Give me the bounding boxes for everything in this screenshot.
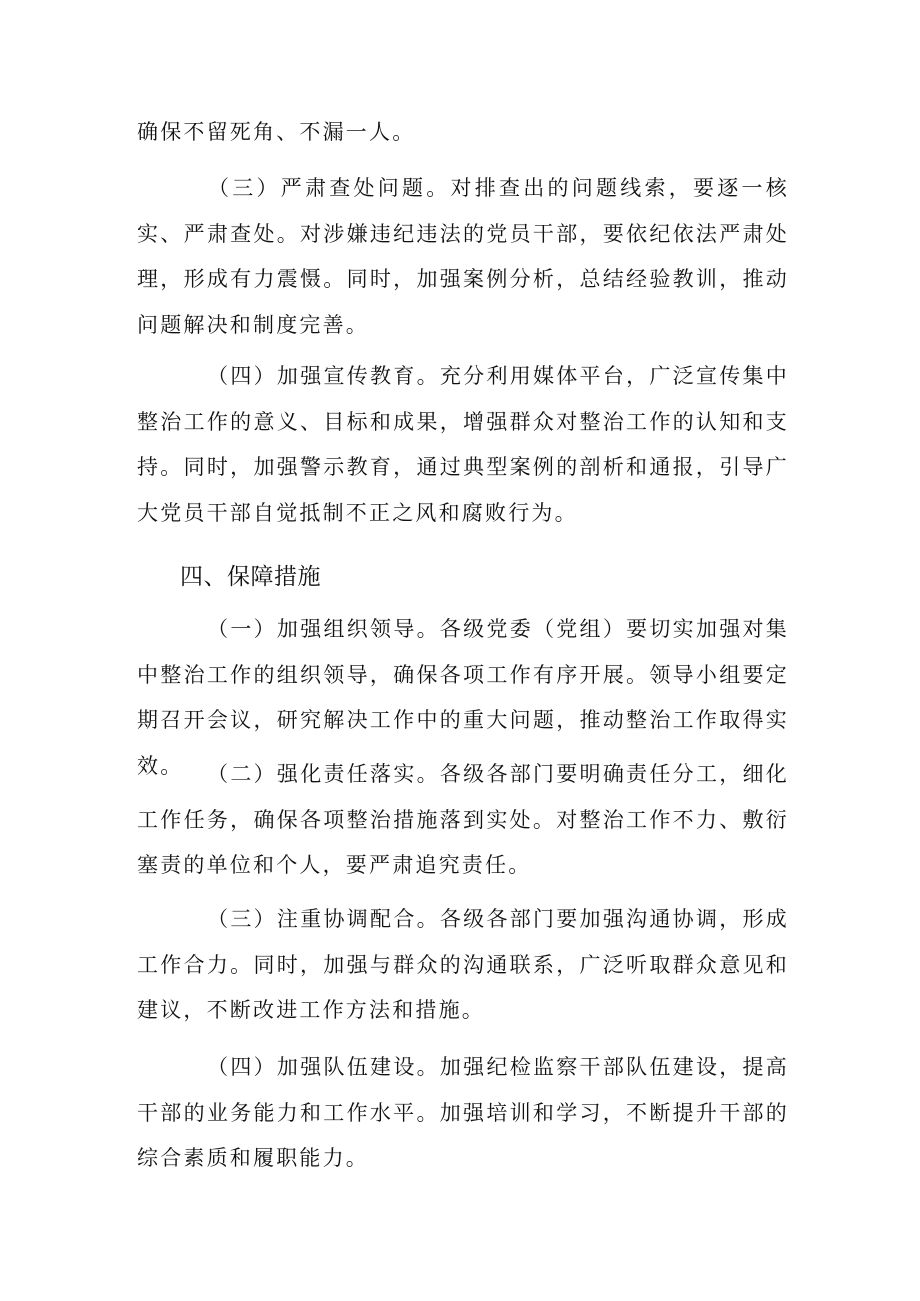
- paragraph-text: （四）加强宣传教育。充分利用媒体平台，广泛宣传集中整治工作的意义、目标和成果，增强群众对整治工作的认知和支持。同时，加强警示教育，通过典型案例的剖析和通报，引导广大党员干部自觉抵制不正之风和腐败行为。: [137, 364, 789, 525]
- paragraph-text: （三）注重协调配合。各级各部门要加强沟通协调，形成工作合力。同时，加强与群众的沟通联系，广泛听取群众意见和建议，不断改进工作方法和措施。: [137, 907, 789, 1022]
- paragraph-3-3: [137, 166, 789, 348]
- paragraph-text: 确保不留死角、不漏一人。: [137, 120, 416, 144]
- paragraph-4-2: [137, 752, 789, 889]
- paragraph-4-4: [137, 1045, 789, 1182]
- section-heading: 四、保障措施: [180, 564, 321, 590]
- paragraph-3-4: [137, 354, 789, 536]
- paragraph-continuation: [137, 110, 789, 156]
- paragraph-text: （三）严肃查处问题。对排查出的问题线索，要逐一核实、严肃查处。对涉嫌违纪违法的党员干部，要依纪依法严肃处理，形成有力震慑。同时，加强案例分析，总结经验教训，推动问题解决和制度完善。: [137, 176, 789, 337]
- paragraph-4-3: [137, 897, 789, 1034]
- paragraph-text: （一）加强组织领导。各级党委（党组）要切实加强对集中整治工作的组织领导，确保各项工作有序开展。领导小组要定期召开会议，研究解决工作中的重大问题，推动整治工作取得实效。: [137, 617, 789, 778]
- paragraph-text: （四）加强队伍建设。加强纪检监察干部队伍建设，提高干部的业务能力和工作水平。加强培训和学习，不断提升干部的综合素质和履职能力。: [137, 1055, 789, 1170]
- paragraph-text: （二）强化责任落实。各级各部门要明确责任分工，细化工作任务，确保各项整治措施落到实处。对整治工作不力、敷衍塞责的单位和个人，要严肃追究责任。: [137, 762, 789, 877]
